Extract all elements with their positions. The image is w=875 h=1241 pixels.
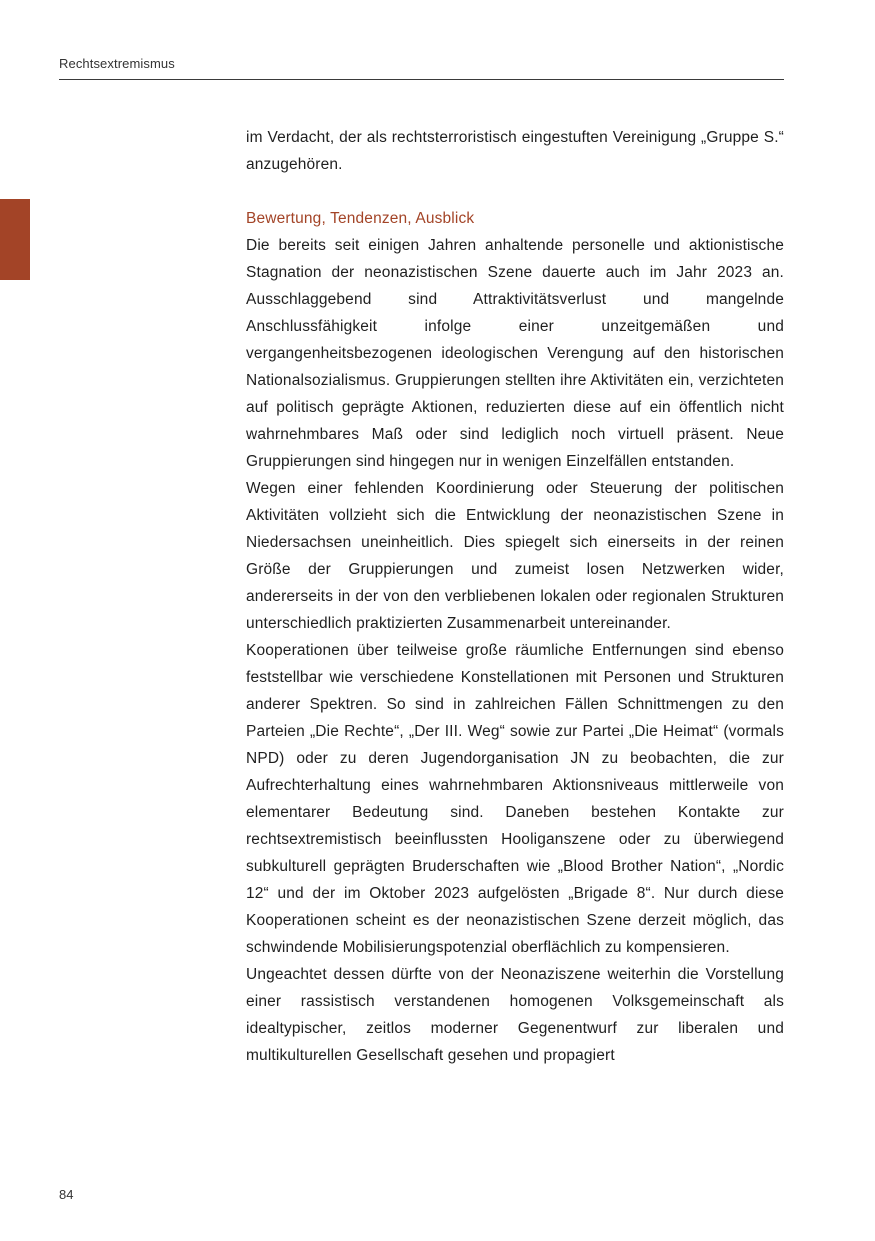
body-paragraph: Wegen einer fehlenden Koordinierung oder Steuerung der politischen Aktivitäten vollzieht sich die Entwicklung der neonazistischen Szene in Niedersachsen uneinheitlich. Dies spiegelt sich einerseits in der reinen Größe der Gruppierungen und zumeist losen Netzwerken wider, andererseits in der von den verbliebenen lokalen oder regionalen Strukturen unterschiedlich praktizierten Zusammenarbeit untereinander. <box>246 480 784 632</box>
section-heading: Bewertung, Tendenzen, Ausblick <box>246 210 475 227</box>
page-number: 84 <box>59 1187 74 1202</box>
body-paragraph: Die bereits seit einigen Jahren anhaltende personelle und aktionistische Stagnation der neonazistischen Szene dauerte auch im Jahr 2023 an. Ausschlaggebend sind Attraktivitätsverlust und mangelnde Anschlussfähigkeit infolge einer unzeitgemäßen und vergangenheitsbezogenen ideologischen Verengung auf den historischen Nationalsozialismus. Gruppierungen stellten ihre Aktivitäten ein, verzichteten auf politisch geprägte Aktionen, reduzierten diese auf ein öffentlich nicht wahrnehmbares Maß oder sind lediglich noch virtuell präsent. Neue Gruppierungen sind hingegen nur in wenigen Einzelfällen entstanden. <box>246 237 784 470</box>
chapter-side-marker <box>0 199 30 280</box>
body-paragraph: Ungeachtet dessen dürfte von der Neonaziszene weiterhin die Vorstellung einer rassistisch verstandenen homogenen Volksgemeinschaft als idealtypischer, zeitlos moderner Gegenentwurf zur liberalen und multikulturellen Gesellschaft gesehen und propagiert <box>246 966 784 1064</box>
running-header-title: Rechtsextremismus <box>59 56 175 71</box>
body-paragraph: Kooperationen über teilweise große räumliche Entfernungen sind ebenso feststellbar wie verschiedene Konstellationen mit Personen und Strukturen anderer Spektren. So sind in zahlreichen Fällen Schnittmengen zu den Parteien „Die Rechte“, „Der III. Weg“ sowie zur Partei „Die Heimat“ (vormals NPD) oder zu deren Jugendorganisation JN zu beobachten, die zur Aufrechterhaltung eines wahrnehmbaren Aktionsniveaus mittlerweile von elementarer Bedeutung sind. Daneben bestehen Kontakte zur rechtsextremistisch beeinflussten Hooliganszene oder zu überwiegend subkulturell geprägten Bruderschaften wie „Blood Brother Nation“, „Nordic 12“ und der im Oktober 2023 aufgelösten „Brigade 8“. Nur durch diese Kooperationen scheint es der neonazistischen Szene derzeit möglich, das schwindende Mobilisierungspotenzial oberflächlich zu kompensieren. <box>246 642 784 956</box>
intro-paragraph: im Verdacht, der als rechtsterroristisch eingestuften Vereinigung „Gruppe S.“ anzugehören. <box>246 129 784 173</box>
body-text-column <box>246 124 784 1069</box>
header-divider <box>59 79 784 80</box>
